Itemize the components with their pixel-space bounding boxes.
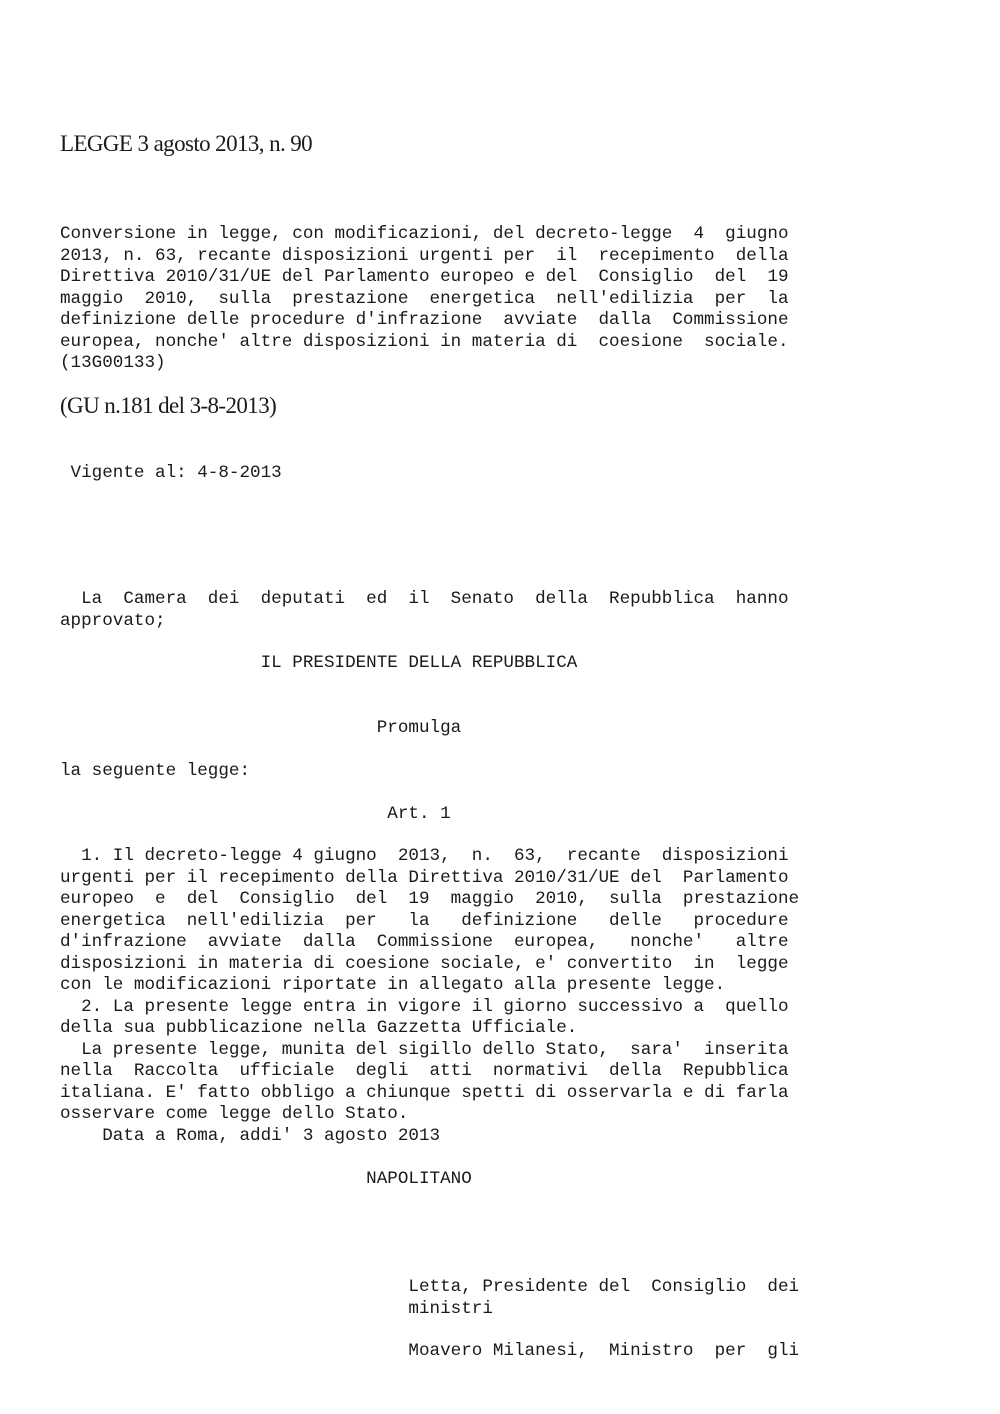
preamble-text: La Camera dei deputati ed il Senato della Repubblica hanno approvato; [60, 589, 789, 631]
law-title: LEGGE 3 agosto 2013, n. 90 [60, 131, 313, 156]
minister-signature: Moavero Milanesi, Ministro per gli [60, 1341, 800, 1361]
in-force-date: Vigente al: 4-8-2013 [60, 463, 282, 483]
promulga-heading: Promulga [60, 718, 462, 738]
gazette-reference: (GU n.181 del 3-8-2013) [60, 393, 277, 418]
signature: NAPOLITANO [60, 1169, 472, 1189]
president-heading: IL PRESIDENTE DELLA REPUBBLICA [60, 653, 578, 673]
article-body: 1. Il decreto-legge 4 giugno 2013, n. 63, recante disposizioni urgenti per il recepimento della Direttiva 2010/31/UE del Parlamento europeo e del Consiglio del 19 maggio 2010, sulla prestazione energetica nell'edilizia per la definizione delle procedure d'infrazione avviate dalla Commissione europea, nonche' altre disposizioni in materia di coesione sociale, e' convertito in legge con le modificazioni riportate in allegato alla presente legge. 2. La presente legge entra in vigore il giorno successivo a quello della sua pubblicazione nella Gazzetta Ufficiale. La presente legge, munita del sigillo dello Stato, sara' inserita nella Raccolta ufficiale degli atti normativi della Repubblica italiana. E' fatto obbligo a chiunque spetti di osservarla e di farla osservare come legge dello Stato. Data a Roma, addi' 3 agosto 2013 [60, 846, 800, 1146]
countersignature: Letta, Presidente del Consiglio dei ministri [408, 1277, 800, 1319]
article-heading: Art. 1 [60, 804, 451, 824]
law-intro: la seguente legge: [60, 761, 251, 781]
law-summary: Conversione in legge, con modificazioni, del decreto-legge 4 giugno 2013, n. 63, recante disposizioni urgenti per il recepimento della Direttiva 2010/31/UE del Parlamento europeo e del Consiglio del 19 maggio 2010, sulla prestazione energetica nell'edilizia per la definizione delle procedure d'infrazione avviate dalla Commissione europea, nonche' altre disposizioni in materia di coesione sociale. (13G00133) [60, 224, 789, 373]
